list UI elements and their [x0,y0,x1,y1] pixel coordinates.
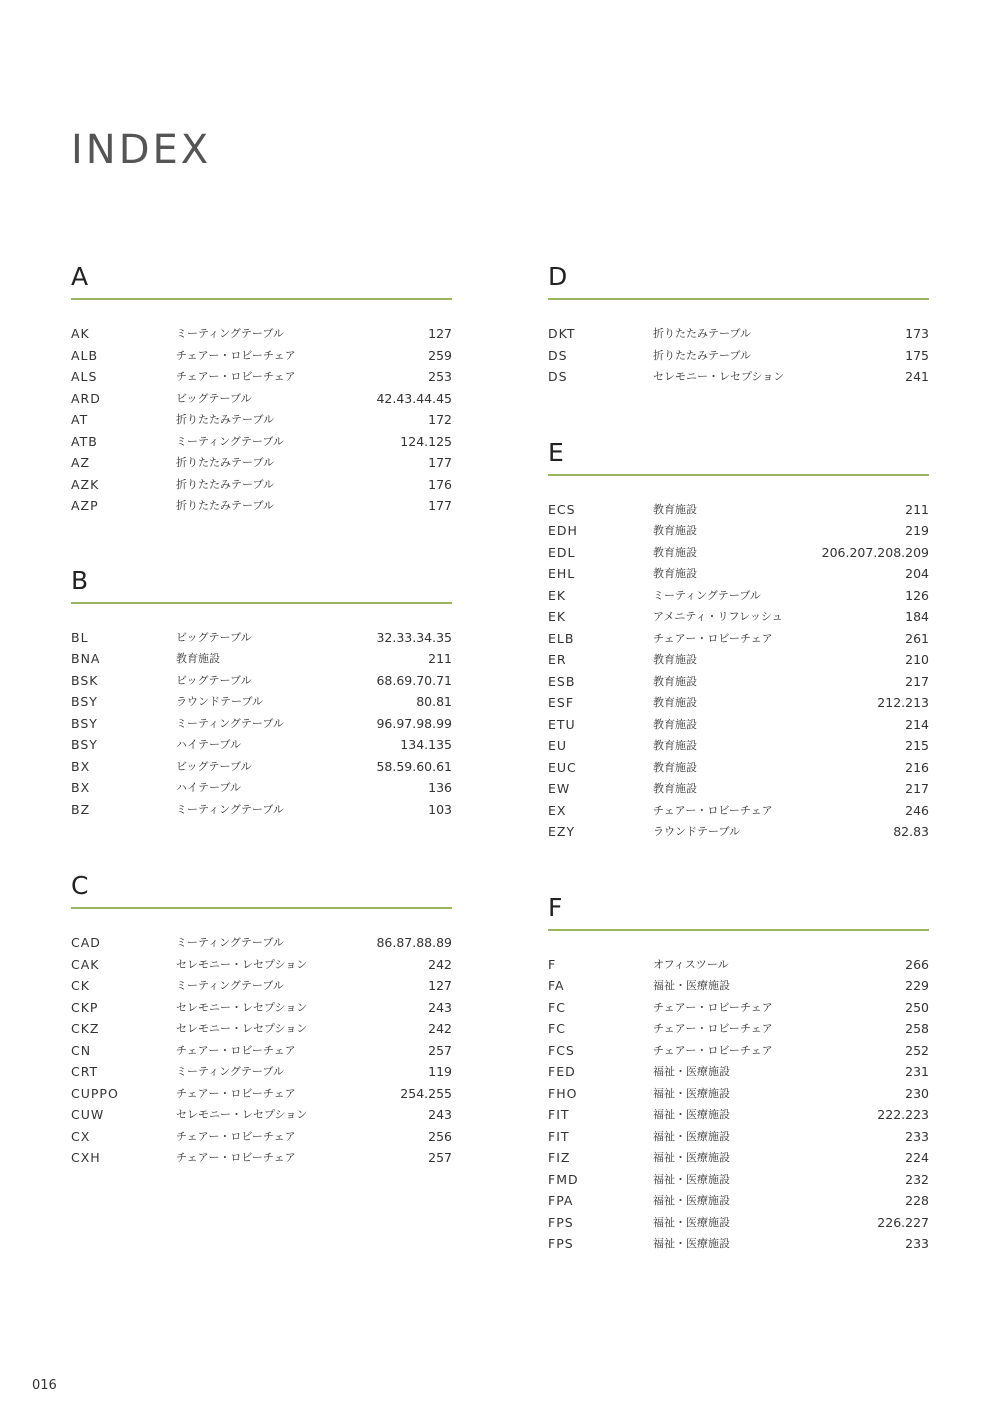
product-category: セレモニー・レセプション [176,1000,308,1014]
product-code: AZ [71,455,91,470]
product-category: セレモニー・レセプション [176,1022,308,1035]
list-item [71,452,452,474]
product-category: ミーティングテーブル [176,716,284,730]
product-code: F [548,956,557,972]
product-code: CK [71,978,90,993]
page-reference: 173 [905,326,929,341]
list-item [548,778,929,800]
product-category: 福祉・医療施設 [653,1194,730,1207]
product-category: ミーティングテーブル [176,434,284,448]
list-item [548,1104,929,1126]
product-code: EX [548,802,567,818]
page-reference: 243 [428,999,452,1015]
product-category: 教育施設 [653,653,697,666]
page-reference: 58.59.60.61 [376,758,452,774]
page-reference: 241 [905,369,929,384]
page-reference: 210 [905,652,929,667]
list-item [548,1126,929,1148]
product-category: 教育施設 [653,717,697,731]
product-code: FIT [548,1107,570,1122]
product-category: アメニティ・リフレッシュ [653,610,783,623]
product-category: ミーティングテーブル [176,802,284,816]
list-item [548,821,929,843]
product-code: ALB [71,347,99,363]
product-code: FIT [548,1128,570,1144]
product-code: BSK [71,672,99,688]
list-item [548,714,929,736]
page-reference: 233 [905,1236,929,1251]
entry-list [71,932,452,1169]
product-code: ETU [548,716,576,732]
list-item [548,692,929,714]
page-reference: 119 [428,1064,452,1079]
page-reference: 103 [428,801,452,817]
product-category: 教育施設 [653,502,697,516]
product-category: チェアー・ロビーチェア [176,370,296,383]
product-code: EW [548,781,571,796]
product-category: 折りたたみテーブル [653,327,752,340]
product-code: EHL [548,566,576,581]
product-category: チェアー・ロビーチェア [653,631,773,645]
product-code: CRT [71,1064,99,1079]
section-letter: C [71,871,452,909]
list-item [548,542,929,564]
page-reference: 243 [428,1107,452,1122]
page-reference: 254.255 [400,1085,452,1101]
product-code: FC [548,999,566,1015]
product-category: チェアー・ロビーチェア [176,1151,296,1164]
page-reference: 258 [905,1021,929,1036]
page-reference: 256 [428,1128,452,1144]
product-category: チェアー・ロビーチェア [653,1043,773,1057]
page-reference: 232 [905,1171,929,1187]
list-item [71,799,452,821]
entry-list [548,954,929,1255]
list-item [548,1169,929,1191]
list-item [71,1040,452,1062]
product-code: AZK [71,476,100,492]
list-item [71,627,452,649]
list-item [548,323,929,345]
page-reference: 246 [905,802,929,818]
product-category: チェアー・ロビーチェア [176,348,296,362]
list-item [548,585,929,607]
index-section-e [548,438,929,843]
page-reference: 242 [428,956,452,972]
index-column-left [71,262,452,1169]
product-category: ミーティングテーブル [653,588,761,602]
page-reference: 250 [905,999,929,1015]
list-item [548,800,929,822]
product-code: ELB [548,630,575,646]
product-code: FPS [548,1214,574,1230]
product-code: EUC [548,759,577,775]
product-code: FCS [548,1042,575,1058]
product-category: ラウンドテーブル [176,695,264,708]
section-letter: D [548,262,929,300]
index-section-a [71,262,452,517]
page-reference: 222.223 [877,1107,929,1122]
product-category: チェアー・ロビーチェア [176,1086,296,1100]
product-category: ハイテーブル [176,738,242,751]
list-item [71,1104,452,1126]
list-item [71,409,452,431]
page-reference: 177 [428,455,452,470]
product-category: 教育施設 [653,739,697,752]
page-reference: 261 [905,630,929,646]
list-item [548,671,929,693]
product-category: 教育施設 [653,524,697,537]
product-code: CAK [71,956,100,972]
index-section-f [548,893,929,1255]
page-reference: 124.125 [400,433,452,449]
product-code: ER [548,652,567,667]
page-reference: 134.135 [400,737,452,752]
product-code: BSY [71,737,98,752]
product-category: チェアー・ロビーチェア [653,1000,773,1014]
product-code: CUPPO [71,1085,119,1101]
product-category: 福祉・医療施設 [653,979,730,992]
product-category: オフィスツール [653,957,729,971]
list-item [71,932,452,954]
product-code: ECS [548,501,576,517]
list-item [548,1233,929,1255]
product-category: ミーティングテーブル [176,327,284,340]
product-category: ビッグテーブル [176,630,252,644]
page-reference: 231 [905,1064,929,1079]
product-code: EU [548,738,568,753]
list-item [71,997,452,1019]
product-category: ハイテーブル [176,781,242,794]
page-reference: 257 [428,1150,452,1165]
list-item [548,628,929,650]
section-letter: A [71,262,452,300]
product-code: FED [548,1064,576,1079]
page-reference: 252 [905,1042,929,1058]
page-reference: 172 [428,412,452,427]
list-item [548,563,929,585]
index-section-d [548,262,929,388]
list-item [548,1018,929,1040]
product-category: 教育施設 [653,545,697,559]
page-reference: 266 [905,956,929,972]
page-reference: 206.207.208.209 [821,544,929,560]
product-category: 福祉・医療施設 [653,1172,730,1186]
product-code: EDL [548,544,576,560]
product-code: DS [548,369,568,384]
product-code: BL [71,629,89,645]
list-item [71,474,452,496]
list-item [548,366,929,388]
product-code: EK [548,587,567,603]
product-code: ARD [71,390,101,406]
product-category: チェアー・ロビーチェア [176,1129,296,1143]
product-category: 福祉・医療施設 [653,1065,730,1078]
page-number: 016 [32,1378,57,1393]
list-item [71,777,452,799]
list-item [548,954,929,976]
page-title: INDEX [71,127,212,173]
list-item [548,345,929,367]
list-item [71,1061,452,1083]
page-reference: 219 [905,523,929,538]
product-code: CKP [71,999,99,1015]
product-category: ミーティングテーブル [176,1065,284,1078]
page-reference: 253 [428,369,452,384]
product-category: ビッグテーブル [176,673,252,687]
product-code: FC [548,1021,566,1036]
product-code: AT [71,412,89,427]
product-code: BSY [71,694,98,709]
product-code: CAD [71,935,101,950]
list-item [548,997,929,1019]
product-category: 折りたたみテーブル [176,477,275,491]
product-category: 折りたたみテーブル [176,413,275,426]
page-reference: 233 [905,1128,929,1144]
list-item [71,431,452,453]
page-reference: 228 [905,1193,929,1208]
product-category: 福祉・医療施設 [653,1215,730,1229]
list-item [548,735,929,757]
page-reference: 257 [428,1042,452,1058]
list-item [71,648,452,670]
list-item [548,1147,929,1169]
list-item [548,975,929,997]
list-item [548,757,929,779]
product-category: 福祉・医療施設 [653,1151,730,1164]
list-item [71,713,452,735]
product-code: CXH [71,1150,101,1165]
product-category: 教育施設 [653,782,697,795]
page-reference: 32.33.34.35 [376,629,452,645]
index-section-c [71,871,452,1169]
product-code: ALS [71,369,98,384]
product-code: FIZ [548,1150,571,1165]
page-reference: 224 [905,1150,929,1165]
page-reference: 226.227 [877,1214,929,1230]
list-item [548,1061,929,1083]
list-item [71,323,452,345]
page-reference: 68.69.70.71 [376,672,452,688]
product-category: ビッグテーブル [176,391,252,405]
product-category: 福祉・医療施設 [653,1129,730,1143]
page-reference: 126 [905,587,929,603]
entry-list [71,323,452,517]
page-reference: 96.97.98.99 [376,715,452,731]
product-code: ESB [548,673,576,689]
product-code: FMD [548,1171,579,1187]
section-letter: B [71,566,452,604]
section-letter: F [548,893,929,931]
product-code: DKT [548,326,576,341]
product-code: ATB [71,433,98,449]
list-item [548,1190,929,1212]
page-reference: 175 [905,347,929,363]
product-code: BZ [71,801,91,817]
product-code: BX [71,780,91,795]
product-code: CKZ [71,1021,100,1036]
list-item [71,388,452,410]
list-item [71,1147,452,1169]
product-code: FPA [548,1193,574,1208]
list-item [71,734,452,756]
entry-list [548,499,929,843]
page-reference: 211 [428,651,452,666]
product-category: ミーティングテーブル [176,979,284,992]
product-code: AK [71,326,90,341]
product-code: AZP [71,498,99,513]
page-reference: 229 [905,978,929,993]
page-reference: 217 [905,781,929,796]
product-code: EDH [548,523,578,538]
page-reference: 86.87.88.89 [376,935,452,950]
page-reference: 176 [428,476,452,492]
product-code: CX [71,1128,91,1144]
list-item [548,1083,929,1105]
entry-list [548,323,929,388]
list-item [71,1083,452,1105]
list-item [548,649,929,671]
page-reference: 212.213 [877,695,929,710]
page-reference: 136 [428,780,452,795]
list-item [71,366,452,388]
product-category: 折りたたみテーブル [653,348,752,362]
product-category: セレモニー・レセプション [176,1108,308,1121]
page-reference: 184 [905,609,929,624]
product-category: セレモニー・レセプション [653,370,785,383]
list-item [71,495,452,517]
product-category: 福祉・医療施設 [653,1237,730,1250]
list-item [71,975,452,997]
list-item [71,1018,452,1040]
product-category: 教育施設 [653,674,697,688]
section-letter: E [548,438,929,476]
product-code: BNA [71,651,101,666]
page-reference: 216 [905,759,929,775]
list-item [548,1212,929,1234]
list-item [71,1126,452,1148]
product-code: BX [71,758,91,774]
list-item [71,691,452,713]
page-reference: 211 [905,501,929,517]
product-code: CN [71,1042,92,1058]
product-category: 折りたたみテーブル [176,499,275,512]
product-code: FPS [548,1236,574,1251]
product-category: ミーティングテーブル [176,936,284,949]
product-code: ESF [548,695,575,710]
list-item [548,520,929,542]
product-category: 教育施設 [653,696,697,709]
page-reference: 242 [428,1021,452,1036]
page-reference: 230 [905,1085,929,1101]
product-category: 福祉・医療施設 [653,1086,730,1100]
page-reference: 127 [428,326,452,341]
page-reference: 215 [905,738,929,753]
page-reference: 82.83 [893,824,929,839]
list-item [71,954,452,976]
product-code: DS [548,347,568,363]
product-code: CUW [71,1107,105,1122]
product-category: ラウンドテーブル [653,825,741,838]
index-section-b [71,566,452,821]
list-item [71,670,452,692]
product-code: EK [548,609,567,624]
list-item [71,756,452,778]
entry-list [71,627,452,821]
product-category: 教育施設 [653,567,697,580]
list-item [71,345,452,367]
page-reference: 177 [428,498,452,513]
product-category: 教育施設 [176,652,220,665]
product-code: BSY [71,715,98,731]
product-category: 折りたたみテーブル [176,456,275,469]
product-code: EZY [548,824,576,839]
page-reference: 217 [905,673,929,689]
page-reference: 127 [428,978,452,993]
product-category: チェアー・ロビーチェア [653,803,773,817]
product-category: チェアー・ロビーチェア [176,1043,296,1057]
page-reference: 214 [905,716,929,732]
page-reference: 42.43.44.45 [376,390,452,406]
product-code: FA [548,978,565,993]
product-category: 福祉・医療施設 [653,1108,730,1121]
page-reference: 80.81 [416,694,452,709]
product-code: FHO [548,1085,578,1101]
product-category: ビッグテーブル [176,759,252,773]
list-item [548,1040,929,1062]
page-reference: 259 [428,347,452,363]
list-item [548,606,929,628]
product-category: 教育施設 [653,760,697,774]
product-category: チェアー・ロビーチェア [653,1022,773,1035]
index-column-right [548,262,929,1255]
list-item [548,499,929,521]
product-category: セレモニー・レセプション [176,957,308,971]
page-reference: 204 [905,566,929,581]
